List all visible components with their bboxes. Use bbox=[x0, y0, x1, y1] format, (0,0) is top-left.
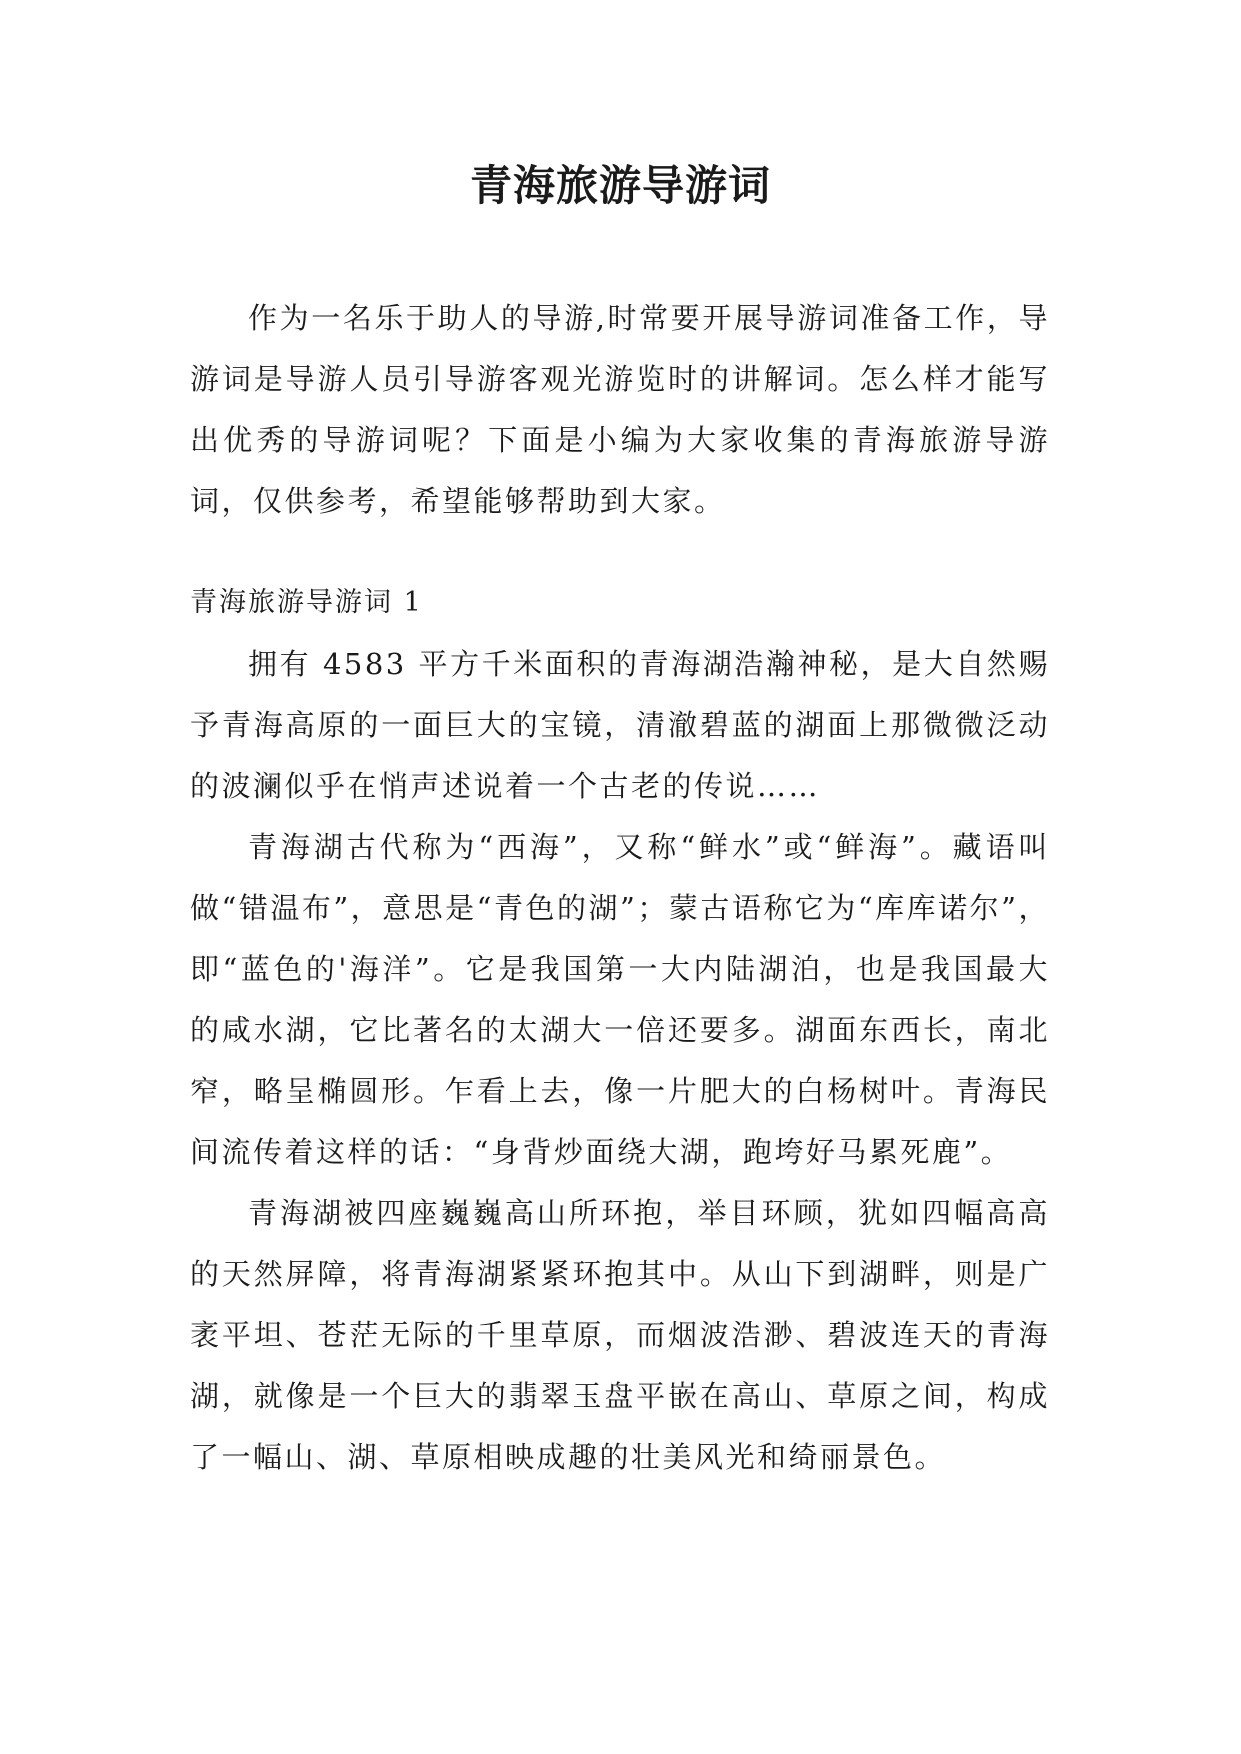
page-title: 青海旅游导游词 bbox=[469, 161, 771, 210]
intro-paragraph: 作为一名乐于助人的导游,时常要开展导游词准备工作，导游词是导游人员引导游客观光游览时的讲解词。怎么样才能写出优秀的导游词呢？下面是小编为大家收集的青海旅游导游词，仅供参考，希望能够帮助到大家。 bbox=[190, 301, 1050, 518]
intro-block bbox=[190, 288, 1050, 532]
section-paragraph-2: 青海湖古代称为“西海”，又称“鲜水”或“鲜海”。藏语叫做“错温布”，意思是“青色的湖”；蒙古语称它为“库库诺尔”，即“蓝色的'海洋”。它是我国第一大内陆湖泊，也是我国最大的咸水湖，它比著名的太湖大一倍还要多。湖面东西长，南北窄，略呈椭圆形。乍看上去，像一片肥大的白杨树叶。青海民间流传着这样的话：“身背炒面绕大湖，跑垮好马累死鹿”。 bbox=[190, 830, 1050, 1169]
section-heading: 青海旅游导游词 1 bbox=[190, 587, 423, 618]
section-block bbox=[190, 578, 1050, 1488]
section-paragraph-3: 青海湖被四座巍巍高山所环抱，举目环顾，犹如四幅高高的天然屏障，将青海湖紧紧环抱其中。从山下到湖畔，则是广袤平坦、苍茫无际的千里草原，而烟波浩渺、碧波连天的青海湖，就像是一个巨大的翡翠玉盘平嵌在高山、草原之间，构成了一幅山、湖、草原相映成趣的壮美风光和绮丽景色。 bbox=[190, 1196, 1050, 1474]
section-paragraph-1: 拥有 4583 平方千米面积的青海湖浩瀚神秘，是大自然赐予青海高原的一面巨大的宝镜，清澈碧蓝的湖面上那微微泛动的波澜似乎在悄声述说着一个古老的传说…… bbox=[190, 647, 1050, 803]
